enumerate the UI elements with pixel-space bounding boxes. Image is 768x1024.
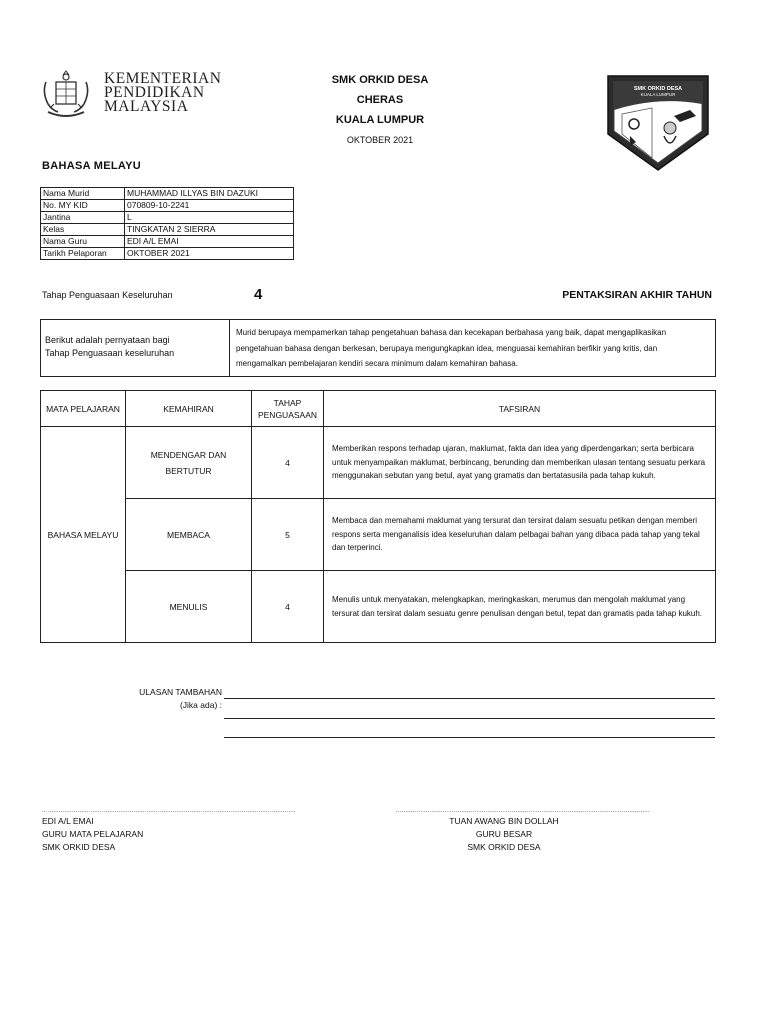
statement-label <box>41 320 230 376</box>
interpretation-cell: Memberikan respons terhadap ujaran, maklumat, fakta dan idea yang diperdengarkan; serta berbicara untuk menyampaikan maklumat, berbincang, berunding dan memberikan ulasan tentang sesuatu perkara menggunakan sebutan yang betul, ayat yang gramatis dan bertatasusila pada tahap kukuh. <box>324 427 716 499</box>
skill-cell: MENULIS <box>126 571 252 643</box>
remarks-line[interactable] <box>224 698 715 699</box>
interpretation-cell: Menulis untuk menyatakan, melengkapkan, meringkaskan, merumus dan mengolah maklumat yang tersurat dan tersirat dalam sesuatu genre penulisan dengan betul, tepat dan gramatis pada tahap kukuh. <box>324 571 716 643</box>
statement-label-line-1: Berikut adalah pernyataan bagi <box>45 335 170 345</box>
header-level: TAHAP PENGUASAAN <box>252 391 324 427</box>
school-city: KUALA LUMPUR <box>335 114 425 126</box>
info-row <box>41 224 294 236</box>
info-value: L <box>125 212 294 224</box>
header-subject: MATA PELAJARAN <box>41 391 126 427</box>
school-name: SMK ORKID DESA <box>331 74 429 86</box>
badge-subtitle: KUALA LUMPUR <box>640 92 676 97</box>
table-row <box>41 499 716 571</box>
table-row <box>41 427 716 499</box>
statement-label-line-2: Tahap Penguasaan keseluruhan <box>45 348 175 358</box>
ministry-crest-icon <box>40 68 92 120</box>
ministry-line-1: KEMENTERIAN <box>104 70 222 87</box>
headmaster-name: TUAN AWANG BIN DOLLAH <box>449 816 559 826</box>
remarks-label <box>100 686 222 712</box>
info-row <box>41 212 294 224</box>
table-header-row <box>41 391 716 427</box>
level-cell: 4 <box>252 571 324 643</box>
remarks-line[interactable] <box>224 737 715 738</box>
level-cell: 5 <box>252 499 324 571</box>
remarks-subtitle: (Jika ada) : <box>179 700 222 710</box>
signature-line-left: ........................................................................................................................................ <box>42 808 296 814</box>
info-value: TINGKATAN 2 SIERRA <box>125 224 294 236</box>
signature-line-right: ........................................................................................................................................ <box>396 808 650 814</box>
report-month: OKTOBER 2021 <box>346 135 414 145</box>
info-label: Nama Murid <box>41 188 125 200</box>
signature-block-teacher <box>42 815 143 854</box>
ministry-line-3: MALAYSIA <box>104 98 189 115</box>
info-label: Nama Guru <box>41 236 125 248</box>
headmaster-school: SMK ORKID DESA <box>467 842 541 852</box>
remarks-title: ULASAN TAMBAHAN <box>139 687 222 697</box>
info-label: Jantina <box>41 212 125 224</box>
student-info-table <box>40 187 294 260</box>
badge-title: SMK ORKID DESA <box>633 86 683 92</box>
school-area: CHERAS <box>356 94 404 106</box>
ministry-line-2: PENDIDIKAN <box>104 84 205 101</box>
info-label: Kelas <box>41 224 125 236</box>
overall-statement-box <box>40 319 716 377</box>
skill-cell: MENDENGAR DAN BERTUTUR <box>126 427 252 499</box>
subject-cell: BAHASA MELAYU <box>41 427 126 643</box>
assessment-table <box>40 390 716 643</box>
info-label: Tarikh Pelaporan <box>41 248 125 260</box>
info-label: No. MY KID <box>41 200 125 212</box>
ministry-name <box>104 72 221 114</box>
info-row <box>41 236 294 248</box>
signature-block-headmaster <box>404 815 604 854</box>
level-cell: 4 <box>252 427 324 499</box>
skill-cell: MEMBACA <box>126 499 252 571</box>
info-row <box>41 200 294 212</box>
remarks-line[interactable] <box>224 718 715 719</box>
info-value: 070809-10-2241 <box>125 200 294 212</box>
overall-level-label: Tahap Penguasaan Keseluruhan <box>42 290 173 300</box>
headmaster-role: GURU BESAR <box>475 829 533 839</box>
overall-level-value: 4 <box>254 286 263 303</box>
subject-title: BAHASA MELAYU <box>42 160 142 172</box>
header-interpretation: TAFSIRAN <box>324 391 716 427</box>
table-row <box>41 571 716 643</box>
statement-text: Murid berupaya mempamerkan tahap pengetahuan bahasa dan kecekapan berbahasa yang baik, dapat mengaplikasikan pengetahuan bahasa dengan berkesan, berupaya mengungkapkan idea, menguasai kemahiran berfikir yang kritis, dan mengamalkan pembelajaran kendiri secara minimum dalam kemahiran bahasa. <box>236 328 667 368</box>
interpretation-cell: Membaca dan memahami maklumat yang tersurat dan tersirat dalam sesuatu petikan dengan memberi respons serta menganalisis idea keseluruhan dalam pelbagai bahan yang dibaca pada tahap yang tekal dan terperinci. <box>324 499 716 571</box>
assessment-title: PENTAKSIRAN AKHIR TAHUN <box>562 289 712 301</box>
teacher-school: SMK ORKID DESA <box>42 842 116 852</box>
info-value: OKTOBER 2021 <box>125 248 294 260</box>
info-value: MUHAMMAD ILLYAS BIN DAZUKI <box>125 188 294 200</box>
teacher-name: EDI A/L EMAI <box>42 816 94 826</box>
info-value: EDI A/L EMAI <box>125 236 294 248</box>
info-row <box>41 188 294 200</box>
school-badge-icon <box>604 70 712 174</box>
header-skill: KEMAHIRAN <box>126 391 252 427</box>
school-heading <box>270 70 490 150</box>
ministry-logo <box>40 68 230 124</box>
teacher-role: GURU MATA PELAJARAN <box>42 829 144 839</box>
info-row <box>41 248 294 260</box>
